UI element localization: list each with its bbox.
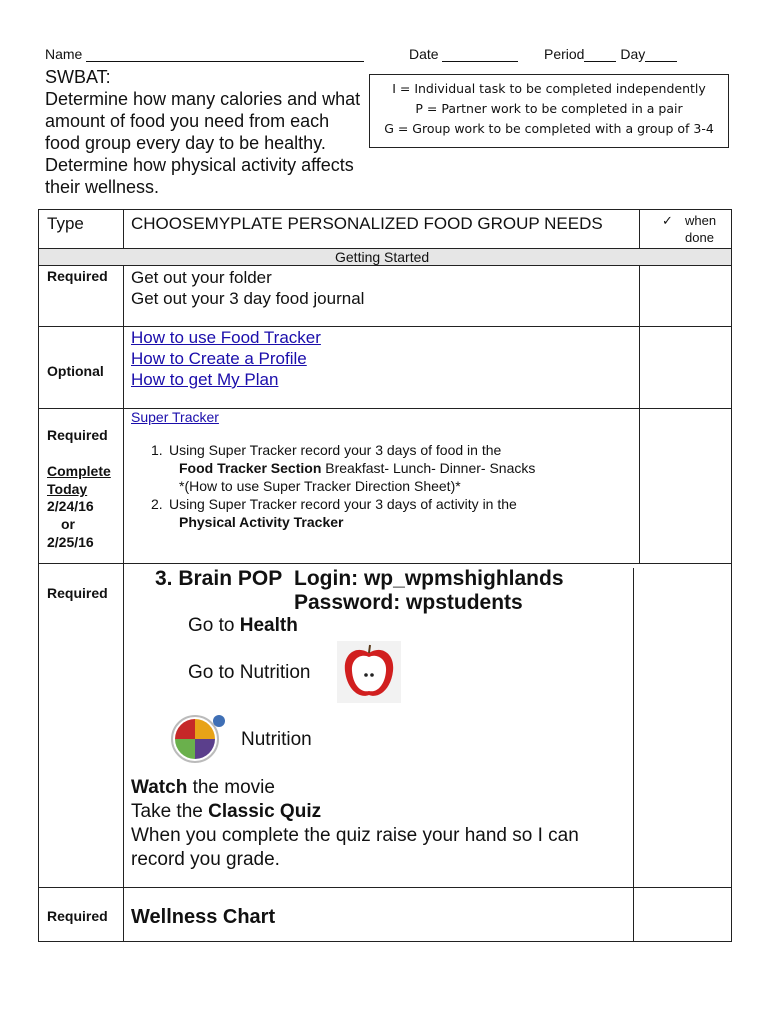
row3-date1: 2/24/16 — [47, 498, 94, 514]
step2-bold: Physical Activity Tracker — [179, 514, 344, 530]
work-type-legend — [369, 74, 729, 148]
goto-health-bold: Health — [239, 615, 298, 636]
brainpop-login: Login: wp_wpmshighlands — [294, 567, 564, 590]
wellness-chart-title: Wellness Chart — [131, 906, 276, 928]
step2-line1: Using Super Tracker record your 3 days of activity in the — [169, 496, 517, 512]
step1-line2-rest: Breakfast- Lunch- Dinner- Snacks — [321, 460, 536, 476]
row3-steps — [151, 441, 631, 531]
watch-bold: Watch — [131, 777, 188, 798]
day-label: Day — [620, 46, 646, 62]
table-divider — [639, 210, 640, 248]
link-super-tracker[interactable]: Super Tracker — [131, 409, 219, 425]
link-food-tracker[interactable]: How to use Food Tracker — [131, 328, 321, 347]
swbat-line: amount of food you need from each — [45, 111, 330, 131]
section-band — [39, 249, 731, 265]
row3-today: Today — [47, 481, 88, 497]
row1-type: Required — [47, 268, 108, 284]
check-icon: ✓ — [662, 213, 673, 228]
name-blank[interactable] — [86, 47, 364, 62]
link-my-plan[interactable]: How to get My Plan — [131, 370, 279, 389]
watch-rest: the movie — [187, 777, 275, 798]
brainpop-label: 3. Brain POP — [155, 567, 283, 590]
table-divider — [123, 210, 124, 248]
row1-line: Get out your 3 day food journal — [131, 289, 365, 308]
take-line — [131, 800, 321, 824]
step1-line3: *(How to use Super Tracker Direction Sheet)* — [179, 478, 461, 494]
goto-nutrition: Go to Nutrition — [188, 662, 311, 683]
take-prefix: Take the — [131, 801, 209, 822]
period-field[interactable] — [544, 46, 677, 62]
goto-health — [188, 614, 298, 638]
goto-prefix: Go to — [188, 615, 240, 636]
myplate-icon[interactable] — [171, 713, 227, 763]
brainpop-password: Password: wpstudents — [294, 591, 523, 614]
legend-group: G = Group work to be completed with a group of 3-4 — [384, 121, 714, 136]
row5-type: Required — [47, 908, 108, 924]
table-divider — [123, 265, 124, 942]
table-divider — [633, 568, 634, 942]
col-done-line1: when — [685, 213, 717, 228]
table-rule — [39, 563, 731, 564]
row1-line: Get out your folder — [131, 268, 272, 287]
task-table — [38, 209, 732, 942]
row2-content — [131, 327, 321, 390]
date-field[interactable] — [409, 46, 518, 62]
watch-line — [131, 776, 275, 800]
swbat-line: Determine how many calories and what — [45, 89, 361, 109]
step1-bold: Food Tracker Section — [179, 460, 322, 476]
nutrition-label: Nutrition — [241, 729, 312, 750]
table-rule — [39, 887, 731, 888]
complete-line1: When you complete the quiz raise your hand so I can — [131, 825, 579, 846]
swbat-block — [45, 66, 365, 198]
row4-type: Required — [47, 585, 108, 601]
apple-icon[interactable] — [337, 641, 401, 703]
swbat-line: Determine how physical activity affects — [45, 155, 354, 175]
date-blank[interactable] — [442, 47, 518, 62]
row1-content — [131, 267, 364, 309]
step2-number: 2. — [151, 496, 163, 512]
period-label: Period — [544, 46, 585, 62]
day-blank[interactable] — [645, 47, 677, 62]
swbat-line: their wellness. — [45, 177, 160, 197]
legend-individual: I = Individual task to be completed independently — [392, 81, 706, 96]
name-label: Name — [45, 46, 83, 62]
link-create-profile[interactable]: How to Create a Profile — [131, 349, 307, 368]
row3-date2: 2/25/16 — [47, 534, 94, 550]
row3-complete: Complete — [47, 463, 111, 479]
row2-type: Optional — [47, 363, 104, 379]
col-type-header: Type — [47, 214, 84, 233]
take-bold: Classic Quiz — [208, 801, 322, 822]
section-label: Getting Started — [335, 249, 430, 265]
row3-type: Required — [47, 427, 108, 443]
table-rule — [39, 265, 731, 266]
swbat-line: food group every day to be healthy. — [45, 133, 326, 153]
col-done-line2: done — [685, 230, 714, 245]
step1-line1: Using Super Tracker record your 3 days of food in the — [169, 442, 502, 458]
period-blank[interactable] — [584, 47, 616, 62]
legend-partner: P = Partner work to be completed in a pair — [415, 101, 683, 116]
date-label: Date — [409, 46, 439, 62]
row3-or: or — [61, 516, 75, 532]
complete-line2: record you grade. — [131, 849, 280, 870]
swbat-title: SWBAT: — [45, 67, 111, 87]
table-divider — [639, 265, 640, 564]
col-title-header: CHOOSEMYPLATE PERSONALIZED FOOD GROUP NEEDS — [131, 214, 603, 233]
step1-number: 1. — [151, 442, 163, 458]
name-field[interactable] — [45, 46, 364, 62]
